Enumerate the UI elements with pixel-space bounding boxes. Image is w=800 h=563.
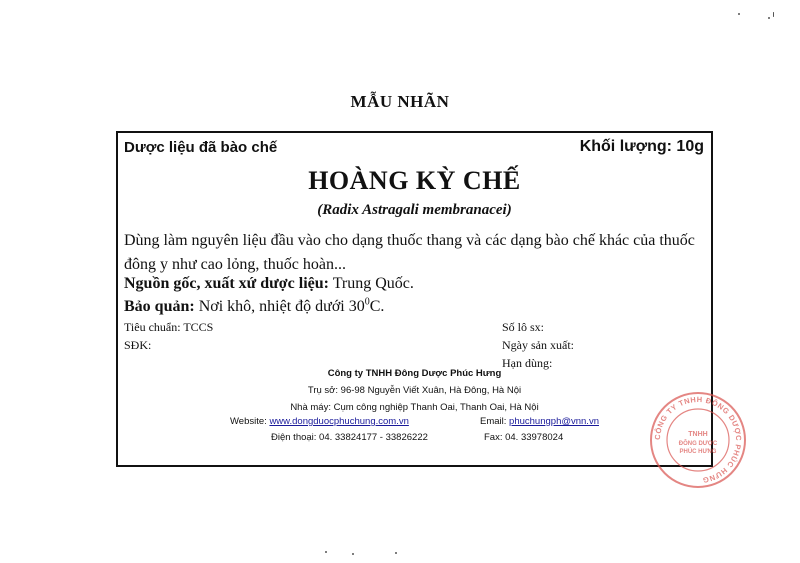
net-weight: Khối lượng: 10g [579, 138, 704, 155]
website-line [230, 416, 409, 427]
registration-field: SĐK: [124, 338, 152, 352]
standard-field: Tiêu chuẩn: TCCS [124, 320, 214, 334]
stamp-center-text-2: ĐÔNG DƯỢC [678, 441, 718, 447]
stamp-outer-ring [651, 393, 745, 487]
scan-speck [395, 552, 397, 554]
scan-speck [738, 13, 740, 15]
product-category: Dược liệu đã bào chế [124, 139, 278, 156]
page-title: MẪU NHÃN [350, 92, 450, 111]
stamp-inner-ring [667, 409, 729, 471]
scan-speck [325, 551, 327, 553]
stamp-center-text-3: PHÚC HƯNG [679, 449, 717, 455]
origin-label: Nguồn gốc, xuất xứ dược liệu: [124, 275, 329, 292]
company-factory: Nhà máy: Cụm công nghiệp Thanh Oai, Thanh Oai, Hà Nội [290, 402, 539, 413]
company-seal-stamp [648, 390, 748, 490]
degree-sup: 0 [364, 296, 370, 308]
origin-line [124, 275, 414, 293]
website-link[interactable]: www.dongduocphuchung.com.vn [269, 416, 409, 427]
storage-label: Bảo quản: [124, 298, 195, 315]
fax-line: Fax: 04. 33978024 [484, 432, 564, 443]
scan-speck [773, 12, 774, 17]
latin-name: (Radix Astragali membranacei) [317, 202, 512, 218]
stamp-ring-text: CÔNG TY TNHH ĐÔNG DƯỢC PHÚC HƯNG [652, 394, 744, 485]
phone-line: Điện thoại: 04. 33824177 - 33826222 [271, 432, 428, 443]
lot-number-field: Số lô sx: [502, 320, 545, 334]
stamp-center-text-1: TNHH [688, 431, 708, 438]
storage-unit: C. [369, 298, 385, 315]
email-label: Email: [480, 416, 507, 427]
usage-text: Dùng làm nguyên liệu đầu vào cho dạng thuốc thang và các dạng bào chế khác của thuốc đông y như cao lỏng, thuốc hoàn... [124, 232, 695, 273]
company-name: Công ty TNHH Đông Dược Phúc Hưng [327, 368, 502, 379]
storage-value: Nơi khô, nhiệt độ dưới 30 [198, 298, 365, 315]
scan-speck [352, 553, 354, 555]
product-name: HOÀNG KỲ CHẾ [308, 166, 521, 195]
scan-speck [768, 17, 770, 19]
email-link[interactable]: phuchungph@vnn.vn [509, 416, 599, 427]
email-line [480, 416, 599, 427]
origin-value: Trung Quốc. [332, 275, 414, 292]
storage-line [124, 298, 384, 316]
expiry-date-field: Hạn dùng: [502, 356, 553, 370]
manufacture-date-field: Ngày sản xuất: [502, 338, 574, 352]
website-label: Website: [230, 416, 267, 427]
company-headquarters: Trụ sở: 96-98 Nguyễn Viết Xuân, Hà Đông, Hà Nội [307, 385, 522, 396]
